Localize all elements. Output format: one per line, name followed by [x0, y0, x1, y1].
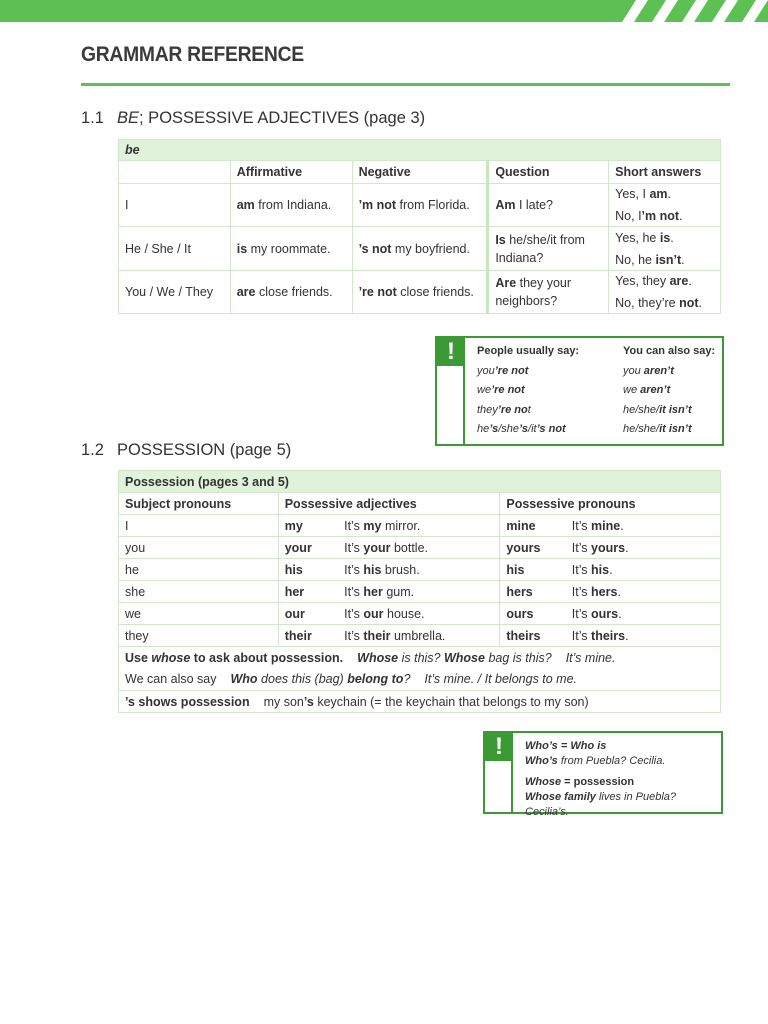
note-divider	[511, 733, 513, 812]
question-cell: Is he/she/it from Indiana?	[488, 227, 609, 271]
column-header: Negative	[352, 161, 488, 184]
note-right-column	[623, 342, 715, 440]
table-header-row	[119, 161, 721, 184]
subject-pronoun-cell: he	[119, 559, 279, 581]
column-header: Subject pronouns	[119, 493, 279, 515]
note-line: Whose = possession	[525, 776, 635, 788]
affirmative-cell: is my roommate.	[230, 227, 352, 271]
example-cell: It’s theirs.	[566, 625, 721, 647]
apostrophe-row	[119, 691, 721, 713]
possessive-adjective-cell: your	[278, 537, 338, 559]
whose-row	[119, 647, 721, 691]
example-cell: It’s hers.	[566, 581, 721, 603]
table-row	[119, 515, 721, 537]
negative-cell: ’m not from Florida.	[352, 184, 488, 227]
example-cell: It’s her gum.	[338, 581, 500, 603]
note-line: we aren’t	[623, 384, 671, 396]
top-banner	[0, 0, 768, 22]
subject-pronoun-cell: we	[119, 603, 279, 625]
table-row	[119, 227, 721, 271]
example-cell: It’s mine.	[566, 515, 721, 537]
note-divider	[463, 338, 465, 444]
note-line: we’re not	[477, 384, 525, 396]
example-cell: It’s my mirror.	[338, 515, 500, 537]
note-line: Who’s from Puebla? Cecilia.	[525, 755, 666, 767]
subject-cell: You / We / They	[119, 271, 231, 314]
example-cell: It’s their umbrella.	[338, 625, 500, 647]
note-line: he/she/it isn’t	[623, 403, 692, 416]
possessive-adjective-cell: her	[278, 581, 338, 603]
table-row	[119, 625, 721, 647]
possessive-pronoun-cell: his	[500, 559, 566, 581]
note-line: you aren’t	[623, 364, 674, 377]
contraction-note-box	[435, 336, 724, 446]
subject-pronoun-cell: she	[119, 581, 279, 603]
apostrophe-explanation: ’s shows possession my son’s keychain (= the keychain that belongs to my son)	[119, 691, 721, 713]
possessive-pronoun-cell: ours	[500, 603, 566, 625]
negative-cell: ’re not close friends.	[352, 271, 488, 314]
example-cell: It’s our house.	[338, 603, 500, 625]
possessive-pronoun-cell: yours	[500, 537, 566, 559]
exclamation-icon: !	[437, 338, 465, 366]
table-row	[119, 581, 721, 603]
table-caption: be	[119, 140, 721, 161]
whose-explanation: Use whose to ask about possession. Whose is this? Whose bag is this? It’s mine. We can also say Who does this (bag) belong to? It’s mine. / It belongs to me.	[119, 647, 721, 691]
subject-pronoun-cell: you	[119, 537, 279, 559]
possession-table	[118, 470, 721, 713]
possessive-pronoun-cell: theirs	[500, 625, 566, 647]
table-caption: Possession (pages 3 and 5)	[119, 471, 721, 493]
affirmative-cell: are close friends.	[230, 271, 352, 314]
whose-note-box	[483, 731, 723, 818]
possessive-adjective-cell: his	[278, 559, 338, 581]
possessive-pronoun-cell: hers	[500, 581, 566, 603]
column-header	[119, 161, 231, 184]
section-number: 1.1	[81, 109, 104, 127]
note-line: he’s/she’s/it’s not	[477, 423, 566, 435]
possessive-adjective-cell: their	[278, 625, 338, 647]
note-line: he/she/it isn’t	[623, 423, 692, 435]
short-answer-cell: Yes, he is. No, he isn’t.	[609, 227, 721, 271]
note-header: People usually say:	[477, 345, 580, 357]
subject-pronoun-cell: I	[119, 515, 279, 537]
section-title: ; POSSESSIVE ADJECTIVES (page 3)	[139, 109, 426, 127]
subject-cell: He / She / It	[119, 227, 231, 271]
table-row	[119, 559, 721, 581]
page-title: GRAMMAR REFERENCE	[81, 43, 304, 66]
table-row	[119, 271, 721, 314]
note-text	[525, 739, 721, 820]
example-cell: It’s ours.	[566, 603, 721, 625]
column-header: Short answers	[609, 161, 721, 184]
note-line: they’re not	[477, 403, 531, 416]
note-header: You can also say:	[623, 345, 716, 357]
column-header: Affirmative	[230, 161, 352, 184]
be-table	[118, 139, 721, 314]
title-divider	[81, 83, 730, 86]
table-row	[119, 537, 721, 559]
section-title-italic: BE	[117, 109, 140, 127]
note-line: you’re not	[477, 364, 529, 377]
example-cell: It’s his.	[566, 559, 721, 581]
possessive-adjective-cell: my	[278, 515, 338, 537]
column-header: Possessive adjectives	[278, 493, 500, 515]
example-cell: It’s your bottle.	[338, 537, 500, 559]
example-cell: It’s his brush.	[338, 559, 500, 581]
example-cell: It’s yours.	[566, 537, 721, 559]
column-header: Question	[488, 161, 609, 184]
table-caption-row	[119, 140, 721, 161]
subject-pronoun-cell: they	[119, 625, 279, 647]
table-row	[119, 184, 721, 227]
note-line: Whose family lives in Puebla? Cecilia’s.	[525, 791, 677, 818]
negative-cell: ’s not my boyfriend.	[352, 227, 488, 271]
note-line: Who’s = Who is	[525, 740, 607, 752]
short-answer-cell: Yes, they are. No, they’re not.	[609, 271, 721, 314]
section-1-2-heading	[81, 441, 291, 460]
table-row	[119, 603, 721, 625]
question-cell: Am I late?	[488, 184, 609, 227]
diagonal-stripes-decoration	[608, 0, 768, 22]
table-caption-row	[119, 471, 721, 493]
section-title: POSSESSION (page 5)	[117, 441, 292, 459]
short-answer-cell: Yes, I am. No, I’m not.	[609, 184, 721, 227]
affirmative-cell: am from Indiana.	[230, 184, 352, 227]
exclamation-icon: !	[485, 733, 513, 761]
note-left-column	[477, 342, 579, 440]
table-header-row	[119, 493, 721, 515]
section-number: 1.2	[81, 441, 104, 459]
possessive-adjective-cell: our	[278, 603, 338, 625]
subject-cell: I	[119, 184, 231, 227]
column-header: Possessive pronouns	[500, 493, 721, 515]
section-1-1-heading	[81, 109, 425, 128]
possessive-pronoun-cell: mine	[500, 515, 566, 537]
question-cell: Are they your neighbors?	[488, 271, 609, 314]
